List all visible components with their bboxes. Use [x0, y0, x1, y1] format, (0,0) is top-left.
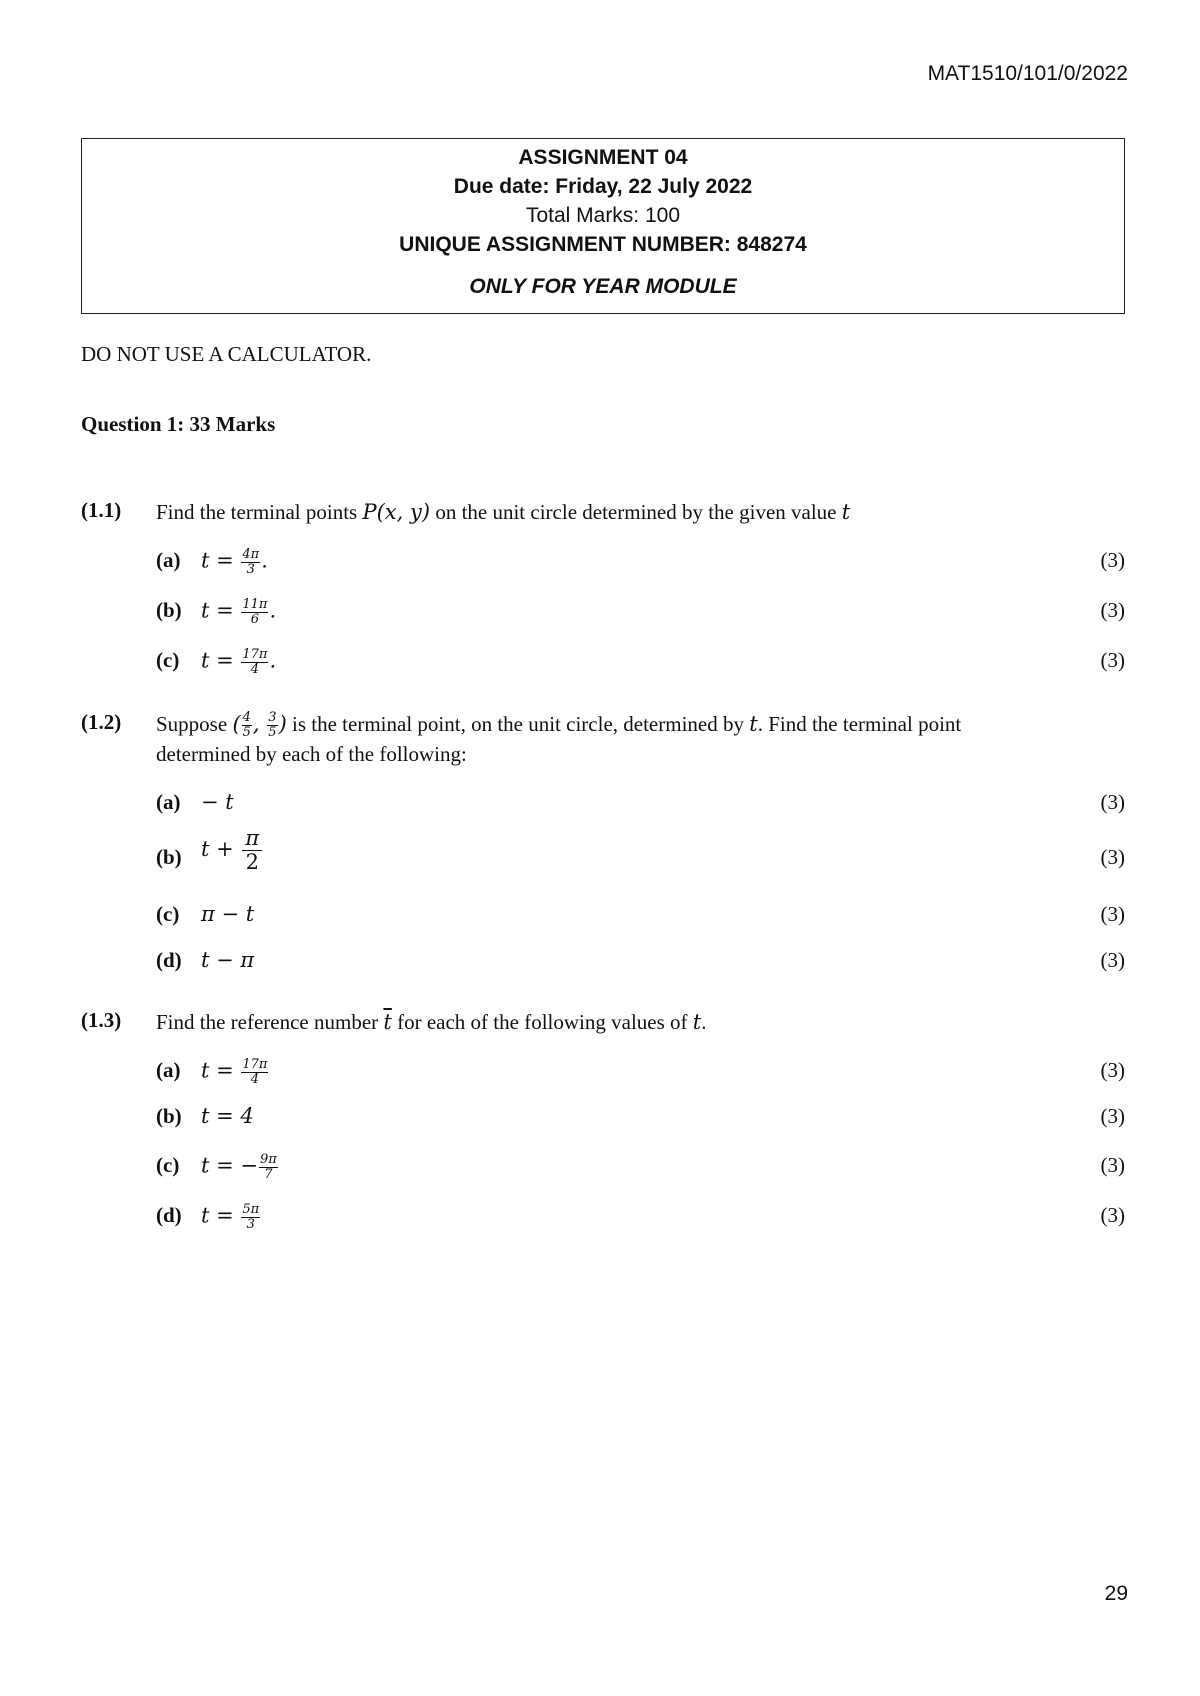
- item-marks: (3): [1100, 790, 1125, 814]
- item-label: (d): [156, 948, 182, 972]
- point-expression: P(x, y): [362, 500, 431, 524]
- item-marks: (3): [1100, 1153, 1125, 1177]
- part-number: (1.1): [81, 498, 122, 522]
- total-marks: Total Marks: 100: [525, 204, 681, 227]
- item-expression: t = $\frac{17\pi}{4}$: [201, 1057, 268, 1087]
- part-text: Suppose ( $\frac{4}{5}$ , $\frac{3}{5}$ ) is the terminal point, on the unit circle, determined by t. Find the terminal point determined by each of the following:: [156, 710, 962, 766]
- item-marks: (3): [1100, 948, 1125, 972]
- part-text: Find the reference number $\overline{t}$ for each of the following values of t.: [156, 1010, 707, 1034]
- calculator-warning: DO NOT USE A CALCULATOR.: [81, 342, 372, 366]
- item-label: (c): [156, 1153, 180, 1177]
- item-marks: (3): [1100, 1203, 1125, 1227]
- item-marks: (3): [1100, 902, 1125, 926]
- item-label: (d): [156, 1203, 182, 1227]
- unique-assignment-number: UNIQUE ASSIGNMENT NUMBER: 848274: [399, 233, 807, 256]
- question-heading: Question 1: 33 Marks: [81, 412, 276, 436]
- part-text: Find the terminal points P(x, y) on the unit circle determined by the given value t: [156, 500, 851, 524]
- page-number: 29: [1104, 1582, 1128, 1605]
- item-marks: (3): [1100, 845, 1125, 869]
- terminal-point: ( $\frac{4}{5}$ , $\frac{3}{5}$ ): [232, 710, 287, 740]
- module-code-header: MAT1510/101/0/2022: [927, 62, 1128, 85]
- item-expression: t = $\frac{5\pi}{3}$: [201, 1202, 260, 1232]
- item-expression: t − π: [201, 948, 255, 972]
- item-expression: t = $\frac{4\pi}{3}$ .: [201, 547, 268, 577]
- assignment-info-box: [81, 138, 1125, 314]
- item-expression: t = − $\frac{9\pi}{7}$: [201, 1152, 277, 1182]
- item-expression: − t: [201, 790, 234, 814]
- item-marks: (3): [1100, 548, 1125, 572]
- item-label: (a): [156, 548, 181, 572]
- item-expression: t + $\frac{\pi}{2}$: [201, 827, 264, 874]
- item-label: (b): [156, 598, 182, 622]
- item-marks: (3): [1100, 1058, 1125, 1082]
- part-number: (1.3): [81, 1008, 122, 1032]
- assignment-title: ASSIGNMENT 04: [518, 146, 688, 169]
- item-label: (a): [156, 1058, 181, 1082]
- item-marks: (3): [1100, 598, 1125, 622]
- due-date: Due date: Friday, 22 July 2022: [453, 175, 753, 198]
- item-expression: t = $\frac{11\pi}{6}$ .: [201, 597, 277, 627]
- item-expression: t = 4: [201, 1104, 254, 1128]
- item-label: (b): [156, 845, 182, 869]
- item-label: (a): [156, 790, 181, 814]
- item-label: (b): [156, 1104, 182, 1128]
- item-marks: (3): [1100, 1104, 1125, 1128]
- item-expression: t = $\frac{17\pi}{4}$ .: [201, 647, 277, 677]
- item-expression: π − t: [201, 902, 255, 926]
- item-label: (c): [156, 648, 180, 672]
- part-number: (1.2): [81, 710, 122, 734]
- item-marks: (3): [1100, 648, 1125, 672]
- item-label: (c): [156, 902, 180, 926]
- reference-number-symbol: $\overline{t}$: [383, 1010, 392, 1034]
- year-module-note: ONLY FOR YEAR MODULE: [469, 275, 737, 298]
